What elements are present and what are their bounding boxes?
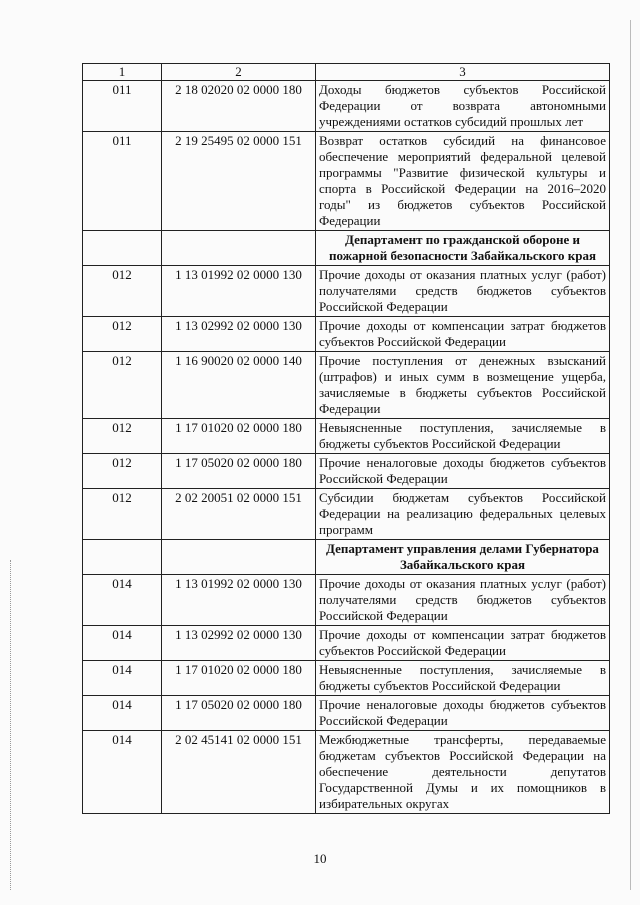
- kbk-code-cell: 2 02 20051 02 0000 151: [162, 489, 316, 540]
- kbk-code-cell: 1 13 02992 02 0000 130: [162, 317, 316, 352]
- table-row: [83, 317, 610, 352]
- kbk-code-cell: 1 17 01020 02 0000 180: [162, 419, 316, 454]
- kbk-code-cell: [162, 540, 316, 575]
- kbk-code-cell: 1 16 90020 02 0000 140: [162, 352, 316, 419]
- admin-code-cell: 012: [83, 419, 162, 454]
- kbk-code-cell: 2 19 25495 02 0000 151: [162, 132, 316, 231]
- kbk-code-cell: 2 02 45141 02 0000 151: [162, 731, 316, 814]
- department-title: Департамент по гражданской обороне и пожарной безопасности Забайкальского края: [316, 231, 610, 266]
- admin-code-cell: 014: [83, 626, 162, 661]
- header-col-3: 3: [316, 64, 610, 81]
- page-number: 10: [313, 851, 327, 866]
- description-cell: Прочие доходы от оказания платных услуг (работ) получателями средств бюджетов субъектов Российской Федерации: [316, 266, 610, 317]
- admin-code-cell: 012: [83, 352, 162, 419]
- admin-code-cell: 012: [83, 489, 162, 540]
- admin-code-cell: [83, 231, 162, 266]
- scan-edge-right: [630, 20, 632, 890]
- admin-code-cell: 014: [83, 661, 162, 696]
- description-cell: Доходы бюджетов субъектов Российской Федерации от возврата автономными учреждениями остатков субсидий прошлых лет: [316, 81, 610, 132]
- header-col-2: 2: [162, 64, 316, 81]
- kbk-code-cell: 1 13 02992 02 0000 130: [162, 626, 316, 661]
- kbk-code-cell: 1 17 05020 02 0000 180: [162, 696, 316, 731]
- table-row: [83, 626, 610, 661]
- table-row: [83, 731, 610, 814]
- department-header-row: [83, 231, 610, 266]
- admin-code-cell: 014: [83, 696, 162, 731]
- table-row: [83, 266, 610, 317]
- table-row: [83, 132, 610, 231]
- kbk-code-cell: 1 17 05020 02 0000 180: [162, 454, 316, 489]
- table-row: [83, 696, 610, 731]
- revenue-codes-table: [82, 63, 610, 814]
- scan-edge-left: [10, 560, 12, 890]
- admin-code-cell: 011: [83, 132, 162, 231]
- header-col-1: 1: [83, 64, 162, 81]
- table-row: [83, 661, 610, 696]
- department-header-row: [83, 540, 610, 575]
- description-cell: Прочие доходы от компенсации затрат бюджетов субъектов Российской Федерации: [316, 317, 610, 352]
- table-row: [83, 352, 610, 419]
- table-row: [83, 454, 610, 489]
- description-cell: Прочие поступления от денежных взысканий (штрафов) и иных сумм в возмещение ущерба, зачисляемые в бюджеты субъектов Российской Федерации: [316, 352, 610, 419]
- description-cell: Прочие неналоговые доходы бюджетов субъектов Российской Федерации: [316, 454, 610, 489]
- table-row: [83, 489, 610, 540]
- kbk-code-cell: 1 17 01020 02 0000 180: [162, 661, 316, 696]
- table-row: [83, 81, 610, 132]
- kbk-code-cell: [162, 231, 316, 266]
- admin-code-cell: [83, 540, 162, 575]
- description-cell: Невыясненные поступления, зачисляемые в бюджеты субъектов Российской Федерации: [316, 419, 610, 454]
- description-cell: Прочие доходы от компенсации затрат бюджетов субъектов Российской Федерации: [316, 626, 610, 661]
- description-cell: Возврат остатков субсидий на финансовое обеспечение мероприятий федеральной целевой программы "Развитие физической культуры и спорта в Российской Федерации на 2016–2020 годы" из бюджетов субъектов Российской Федерации: [316, 132, 610, 231]
- admin-code-cell: 014: [83, 575, 162, 626]
- kbk-code-cell: 1 13 01992 02 0000 130: [162, 266, 316, 317]
- admin-code-cell: 012: [83, 317, 162, 352]
- table-header-row: [83, 64, 610, 81]
- department-title: Департамент управления делами Губернатора Забайкальского края: [316, 540, 610, 575]
- admin-code-cell: 012: [83, 266, 162, 317]
- admin-code-cell: 012: [83, 454, 162, 489]
- description-cell: Субсидии бюджетам субъектов Российской Федерации на реализацию федеральных целевых программ: [316, 489, 610, 540]
- table-row: [83, 575, 610, 626]
- table-row: [83, 419, 610, 454]
- kbk-code-cell: 2 18 02020 02 0000 180: [162, 81, 316, 132]
- description-cell: Прочие доходы от оказания платных услуг (работ) получателями средств бюджетов субъектов Российской Федерации: [316, 575, 610, 626]
- description-cell: Невыясненные поступления, зачисляемые в бюджеты субъектов Российской Федерации: [316, 661, 610, 696]
- admin-code-cell: 014: [83, 731, 162, 814]
- description-cell: Межбюджетные трансферты, передаваемые бюджетам субъектов Российской Федерации на обеспечение деятельности депутатов Государственной Думы и их помощников в избирательных округах: [316, 731, 610, 814]
- description-cell: Прочие неналоговые доходы бюджетов субъектов Российской Федерации: [316, 696, 610, 731]
- admin-code-cell: 011: [83, 81, 162, 132]
- kbk-code-cell: 1 13 01992 02 0000 130: [162, 575, 316, 626]
